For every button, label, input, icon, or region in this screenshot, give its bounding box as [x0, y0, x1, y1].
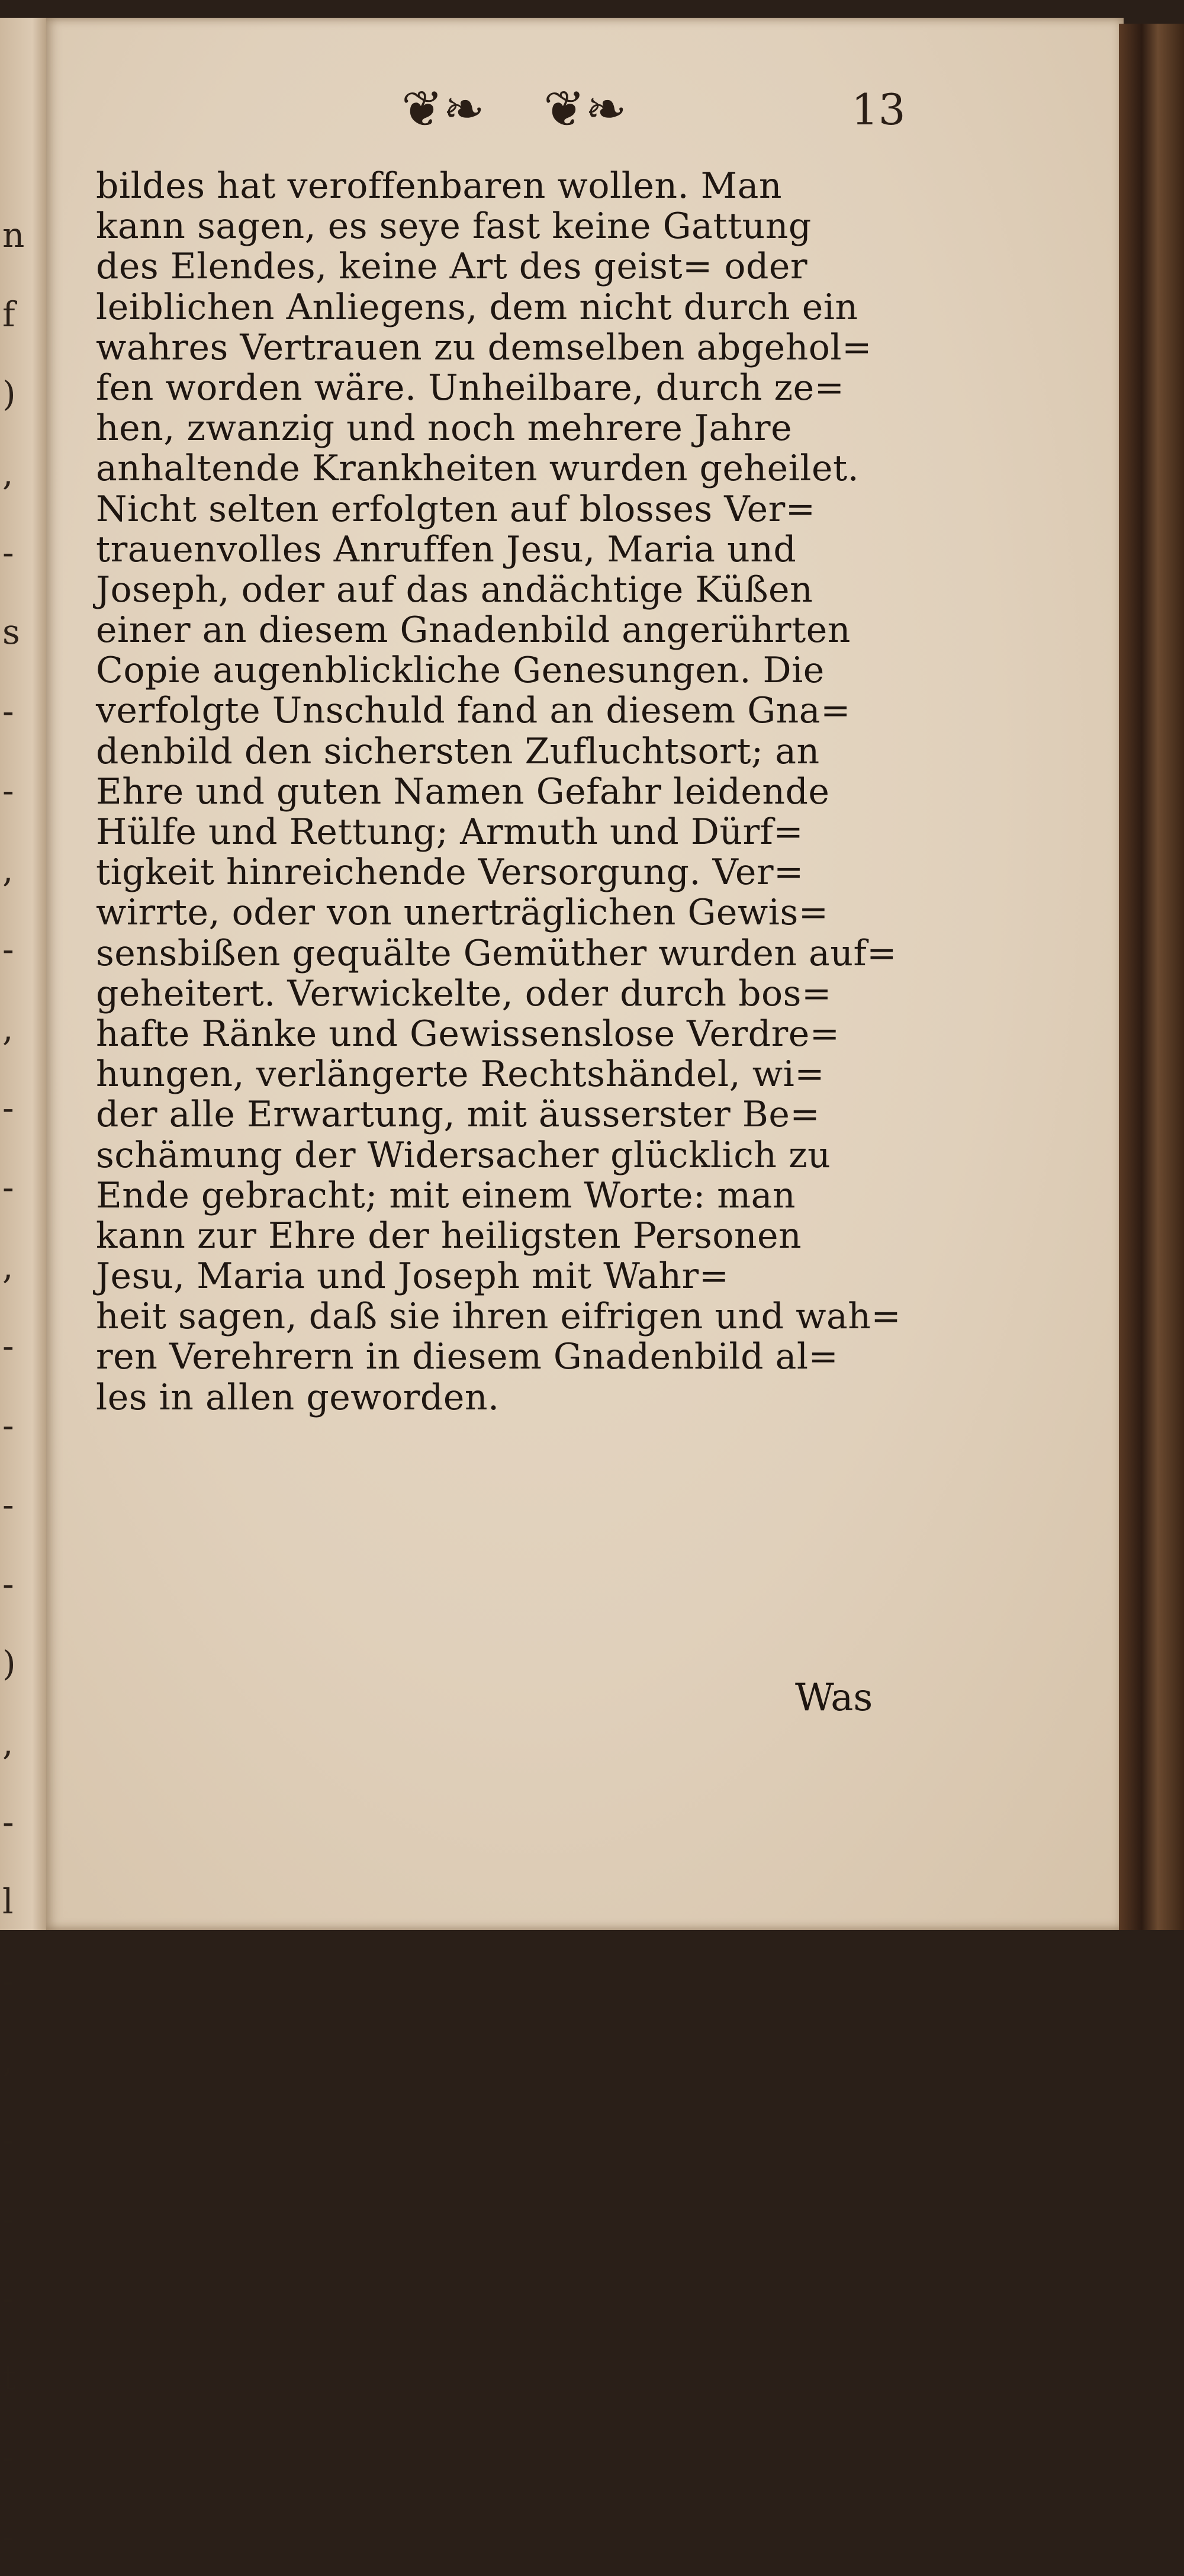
text-line: Jesu, Maria und Joseph mit Wahr= [96, 1255, 729, 1297]
adjacent-page-mark: - [2, 1485, 14, 1525]
adjacent-page-mark: , [2, 1247, 14, 1287]
adjacent-page-mark: - [2, 1564, 14, 1604]
adjacent-page-mark: - [2, 691, 14, 731]
text-line: der alle Erwartung, mit äusserster Be= [96, 1094, 821, 1136]
page-number: 13 [851, 85, 906, 134]
adjacent-page-mark: n [2, 215, 25, 255]
body-text [96, 166, 1019, 1418]
text-line: ren Verehrern in diesem Gnadenbild al= [96, 1336, 839, 1378]
adjacent-page-mark: - [2, 2119, 14, 2160]
adjacent-page-marks [2, 195, 25, 2576]
adjacent-page-mark: , [2, 453, 14, 493]
text-line: wahres Vertrauen zu demselben abgehol= [96, 326, 872, 368]
text-line: kann sagen, es seye fast keine Gattung [96, 205, 812, 248]
text-line: Nicht selten erfolgten auf blosses Ver= [96, 488, 816, 530]
text-line: Hülfe und Rettung; Armuth und Dürf= [96, 811, 804, 853]
adjacent-page-mark: - [2, 2516, 14, 2556]
adjacent-page-mark: t [2, 2357, 17, 2398]
text-line: Joseph, oder auf das andächtige Küßen [96, 568, 813, 611]
catchword: Was [795, 1676, 873, 1720]
text-line: hafte Ränke und Gewissenslose Verdre= [96, 1013, 840, 1055]
adjacent-page-mark: ) [2, 374, 16, 414]
adjacent-page-mark: f [2, 294, 15, 335]
text-line: kann zur Ehre der heiligsten Personen [96, 1215, 802, 1257]
adjacent-page-mark: - [2, 1961, 14, 2001]
adjacent-page-mark: , [2, 1008, 14, 1049]
adjacent-page-mark: - [2, 532, 14, 573]
text-line: fen worden wäre. Unheilbare, durch ze= [96, 367, 845, 409]
adjacent-page-mark: - [2, 1326, 14, 1366]
adjacent-page-mark: - [2, 2278, 14, 2318]
text-line: hungen, verlängerte Rechtshändel, wi= [96, 1053, 825, 1096]
adjacent-page-mark: , [2, 1723, 14, 1763]
text-line: heit sagen, daß sie ihren eifrigen und wah= [96, 1296, 902, 1338]
text-line: bildes hat veroffenbaren wollen. Man [96, 165, 783, 207]
text-line: trauenvolles Anruffen Jesu, Maria und [96, 528, 797, 570]
adjacent-page-mark: - [2, 2199, 14, 2239]
adjacent-page-mark: l [2, 1881, 14, 1922]
text-line: hen, zwanzig und noch mehrere Jahre [96, 407, 793, 449]
text-line: anhaltende Krankheiten wurden geheilet. [96, 448, 860, 490]
adjacent-page-mark: s [2, 612, 20, 652]
header-ornament-left: ❦❧ [401, 80, 485, 138]
book-page [46, 18, 1124, 1930]
book-cover-edge [1119, 24, 1184, 1930]
adjacent-page-mark: - [2, 1802, 14, 1842]
adjacent-page-mark: - [2, 929, 14, 969]
text-line: Ehre und guten Namen Gefahr leidende [96, 770, 830, 812]
text-line: verfolgte Unschuld fand an diesem Gna= [96, 690, 851, 732]
adjacent-page-mark: ) [2, 1643, 16, 1684]
adjacent-page-edge [0, 18, 46, 2556]
text-line: geheitert. Verwickelte, oder durch bos= [96, 972, 832, 1014]
adjacent-page-mark: , [2, 850, 14, 890]
adjacent-page-mark: , [2, 2040, 14, 2080]
text-line: sensbißen gequälte Gemüther wurden auf= [96, 932, 897, 974]
text-line: Ende gebracht; mit einem Worte: man [96, 1174, 796, 1216]
page-header [46, 80, 1124, 145]
text-line: Copie augenblickliche Genesungen. Die [96, 650, 825, 692]
text-line: les in allen geworden. [96, 1376, 500, 1418]
header-ornament-right: ❦❧ [543, 80, 627, 138]
adjacent-page-mark: - [2, 2437, 14, 2477]
text-line: wirrte, oder von unerträglichen Gewis= [96, 892, 829, 934]
adjacent-page-mark: - [2, 770, 14, 811]
text-line: schämung der Widersacher glücklich zu [96, 1134, 831, 1176]
adjacent-page-mark: - [2, 1167, 14, 1207]
text-line: leiblichen Anliegens, dem nicht durch ein [96, 286, 858, 328]
text-line: denbild den sichersten Zufluchtsort; an [96, 730, 820, 772]
adjacent-page-mark: - [2, 1088, 14, 1128]
text-line: des Elendes, keine Art des geist= oder [96, 246, 808, 288]
adjacent-page-mark: - [2, 1405, 14, 1446]
text-line: einer an diesem Gnadenbild angerührten [96, 609, 851, 651]
text-line: tigkeit hinreichende Versorgung. Ver= [96, 852, 804, 894]
